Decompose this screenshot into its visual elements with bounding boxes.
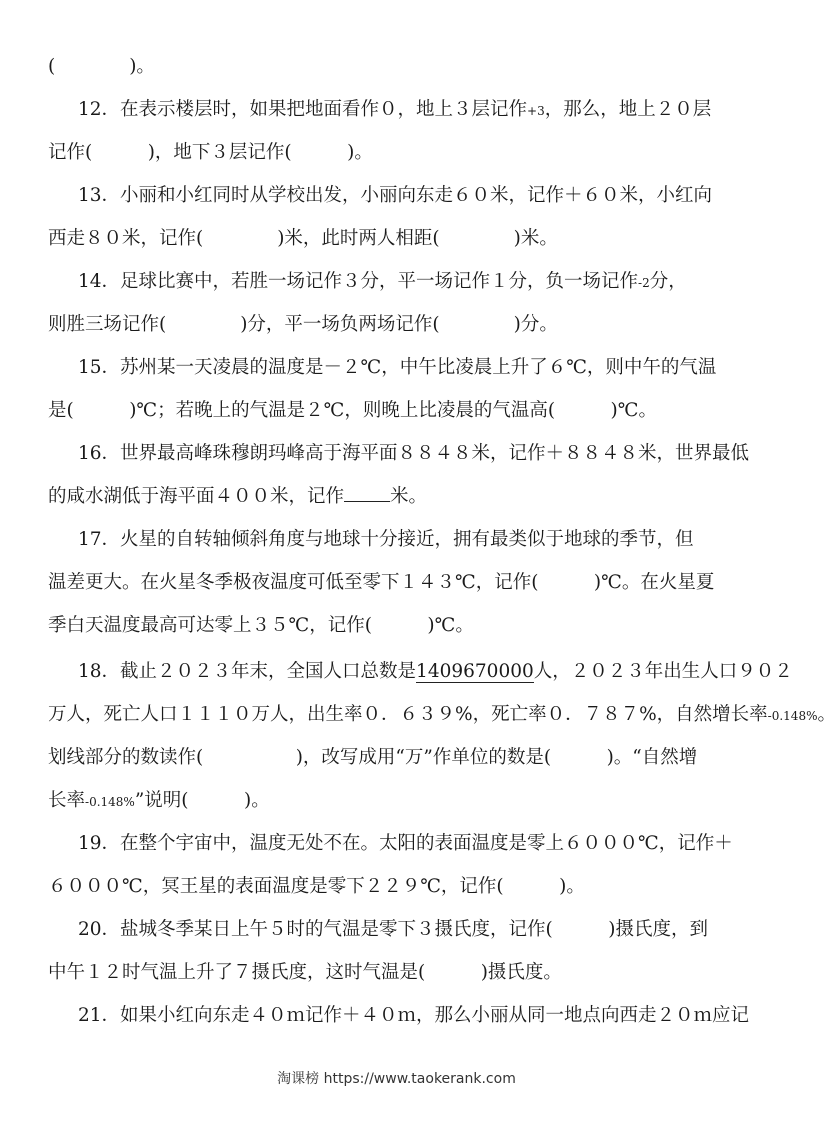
question-12-line-2 (48, 138, 748, 168)
question-17-line-3 (48, 611, 748, 641)
question-17-line-2 (48, 568, 748, 598)
text-segment: 14．足球比赛中，若胜一场记作３分，平一场记作１分，负一场记作 (78, 271, 639, 292)
underlined-number: 1409670000 (416, 661, 534, 682)
question-19-line-2 (48, 872, 748, 902)
question-14-line-2 (48, 310, 748, 340)
text-segment: 。 (817, 704, 836, 725)
text-segment: 是( )℃；若晚上的气温是２℃，则晚上比凌晨的气温高( )℃。 (48, 400, 657, 421)
text-segment: 的咸水湖低于海平面４００米，记作 (48, 486, 345, 507)
question-13-line-1 (78, 181, 748, 211)
question-17-line-1 (78, 525, 748, 555)
question-16-line-1 (78, 439, 748, 469)
text-segment: 18．截止２０２３年末，全国人口总数是 (78, 661, 417, 682)
question-18-line-2 (48, 700, 836, 730)
page-footer: 淘课榜 https://www.taokerank.com (277, 1071, 516, 1087)
inline-formula: -0.148% (767, 709, 818, 723)
question-18-line-3 (48, 743, 748, 773)
inline-formula: -2 (638, 276, 650, 290)
text-segment: 划线部分的数读作( )，改写成用“万”作单位的数是( )。“自然增 (48, 747, 698, 768)
text-segment: 12．在表示楼层时，如果把地面看作０，地上３层记作 (78, 99, 528, 120)
text-segment: ( )。 (48, 56, 155, 77)
question-15-line-2 (48, 396, 748, 426)
text-segment: 20．盐城冬季某日上午５时的气温是零下３摄氏度，记作( )摄氏度，到 (78, 919, 708, 940)
text-segment: ６０００℃，冥王星的表面温度是零下２２９℃，记作( )。 (48, 876, 585, 897)
question-20-line-1 (78, 915, 748, 945)
question-12-line-1 (78, 95, 748, 125)
question-20-line-2 (48, 958, 748, 988)
text-segment: 人，２０２３年出生人口９０２ (533, 661, 793, 682)
question-16-line-2 (48, 482, 748, 512)
text-segment: 15．苏州某一天凌晨的温度是－２℃，中午比凌晨上升了６℃，则中午的气温 (78, 357, 717, 378)
text-line-1 (48, 52, 748, 82)
text-segment: ”说明( )。 (134, 790, 270, 811)
question-14-line-1 (78, 267, 748, 297)
question-19-line-1 (78, 829, 748, 859)
text-segment: ，那么，地上２０层 (544, 99, 712, 120)
text-segment: 21．如果小红向东走４０ｍ记作＋４０ｍ，那么小丽从同一地点向西走２０ｍ应记 (78, 1005, 750, 1026)
text-segment: 长率 (48, 790, 86, 811)
text-segment: 温差更大。在火星冬季极夜温度可低至零下１４３℃，记作( )℃。在火星夏 (48, 572, 715, 593)
text-segment: 17．火星的自转轴倾斜角度与地球十分接近，拥有最类似于地球的季节，但 (78, 529, 694, 550)
question-15-line-1 (78, 353, 748, 383)
text-segment: 16．世界最高峰珠穆朗玛峰高于海平面８８４８米，记作＋８８４８米，世界最低 (78, 443, 750, 464)
text-segment: 13．小丽和小红同时从学校出发，小丽向东走６０米，记作＋６０米，小红向 (78, 185, 713, 206)
question-18-line-1 (78, 657, 793, 687)
text-segment: 记作( )，地下３层记作( )。 (48, 142, 373, 163)
text-segment: 分， (649, 271, 687, 292)
text-segment: 季白天温度最高可达零上３５℃，记作( )℃。 (48, 615, 474, 636)
text-segment: 中午１２时气温上升了７摄氏度，这时气温是( )摄氏度。 (48, 962, 562, 983)
text-segment: 19．在整个宇宙中，温度无处不在。太阳的表面温度是零上６０００℃，记作＋ (78, 833, 733, 854)
answer-blank (344, 483, 390, 502)
question-18-line-4 (48, 786, 748, 816)
inline-formula: +3 (527, 104, 545, 118)
inline-formula: -0.148% (85, 795, 135, 809)
text-segment: 则胜三场记作( )分，平一场负两场记作( )分。 (48, 314, 558, 335)
text-segment: 万人，死亡人口１１１０万人，出生率０．６３９%，死亡率０．７８７%，自然增长率 (48, 704, 768, 725)
question-21-line-1 (78, 1001, 748, 1031)
question-13-line-2 (48, 224, 748, 254)
text-segment: 西走８０米，记作( )米，此时两人相距( )米。 (48, 228, 558, 249)
text-segment: 米。 (390, 486, 428, 507)
